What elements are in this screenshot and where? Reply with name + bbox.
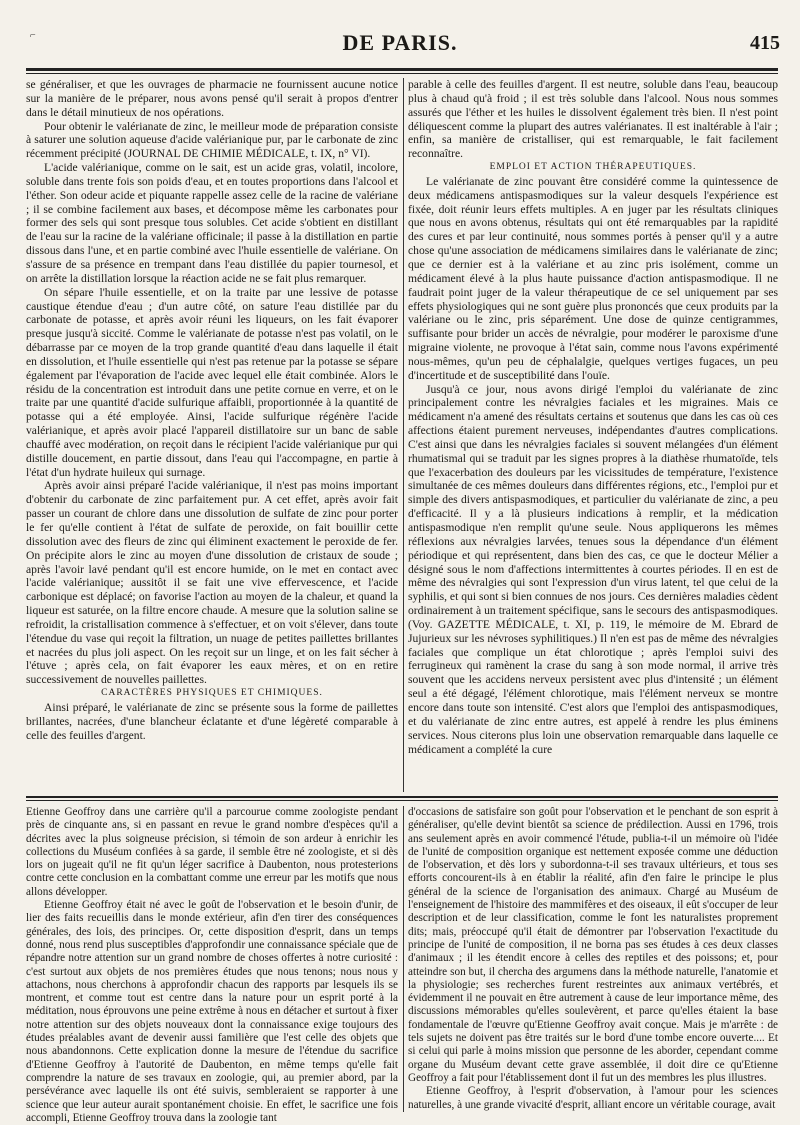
paragraph: Etienne Geoffroy, à l'esprit d'observation, à l'amour pour les sciences naturelles, à une grande vivacité d'esprit, alliant encore un véritable courage, avait <box>408 1085 778 1111</box>
paragraph: parable à celle des feuilles d'argent. Il est neutre, soluble dans l'eau, beaucoup plus à chaud qu'à froid ; il est très soluble dans l'alcool. Nous nous sommes assurés que l'éther et les huiles le dissolvent également très bien. Il n'est point déliquescent comme la plupart des autres valérianates. Il est inaltérable à l'air ; enfin, sa manière de cristalliser, qui est remarquable, le fait facilement reconnaître. <box>408 78 778 161</box>
header-rule <box>26 68 778 71</box>
page-number: 415 <box>750 32 780 54</box>
paragraph: Etienne Geoffroy était né avec le goût de l'observation et le besoin d'unir, de lier des faits recueillis dans le monde extérieur, afin d'en tirer des conséquences générales, des lois, des principes. Or, cette disposition d'esprit, dans un temps donné, nous rend plus susceptibles d'approfondir une connaissance spéciale que de répandre notre attention sur un grand nombre de choses offertes à notre curiosité : c'est surtout aux objets de nos premières études que nous tenons; nous nous y attachons, nous cherchons à approfondir chacun des rapports par lesquels ils se montrent, et comme tout est centre dans la nature pour un esprit porté à la méditation, nous éprouvons une peine extrême à nous en détacher et surtout à fixer notre attention sur des objets nouveaux dont la connaissance exige toujours des études préalables avant de devenir aussi familière que l'est celle des objets que nous abandonnons. Cette explication donne la mesure de l'étendue du sacrifice d'Etienne Geoffroy à l'autorité de Daubenton, en même temps qu'elle fait comprendre la nature de ses travaux en zoologie, qui, au premier abord, par la persévérance avec laquelle ils ont été suivis, sembleraient se rapporter à une science que leur auteur aurait spontanément choisie. En effet, le sacrifice une fois accompli, Etienne Geoffroy trouva dans la zoologie tant <box>26 899 398 1124</box>
section-heading: EMPLOI ET ACTION THÉRAPEUTIQUES. <box>489 162 697 173</box>
paragraph: Après avoir ainsi préparé l'acide valérianique, il n'est pas moins important d'obtenir du carbonate de zinc parfaitement pur. A cet effet, après avoir fait passer un courant de chlore dans une dissolution de sulfate de zinc pour porter le fer qu'elle contient à l'état de sulfate de peroxide, on fait bouillir cette dissolution avec des fleurs de zinc qui éliminent exactement le peroxide de fer. On précipite alors le zinc au moyen d'une dissolution de cristaux de soude ; après l'avoir lavé pendant qu'il est encore humide, on le met en contact avec l'acide valérianique; aussitôt il se fait une vive effervescence, et l'acide carbonique est déplacé; on favorise l'action au moyen de la chaleur, et quand la liqueur est saturée, on la filtre encore chaude. A mesure que la solution saline se refroidit, la cristallisation commence à s'effectuer, et on voit s'élever, dans toute l'étendue du vase qui reçoit la filtration, un nuage de petites paillettes brillantes et nacrées du plus joli aspect. On les reçoit sur un linge, et on les fait sécher à l'étuve ; après cela, on fait évaporer les eaux mères, et on en retire successivement de nouvelles paillettes. <box>26 479 398 687</box>
paragraph: Pour obtenir le valérianate de zinc, le meilleur mode de préparation consiste à saturer une solution aqueuse d'acide valérianique pur, par le carbonate de zinc récemment précipité (JOURNAL DE CHIMIE MÉDICALE, t. IX, n° VI). <box>26 119 398 161</box>
paragraph: se généraliser, et que les ouvrages de pharmacie ne fournissent aucune notice sur la manière de le préparer, nous avons pensé qu'il serait à propos d'entrer dans le détail minutieux de nos opérations. <box>26 78 398 119</box>
feuilleton-rule <box>26 796 778 798</box>
paragraph: Jusqu'à ce jour, nous avons dirigé l'emploi du valérianate de zinc principalement contre les névralgies faciales et les migraines. Mais ce médicament n'a amené des résultats certains et soutenus que dans les cas où ces affections étaient purement nerveuses, indépendantes d'autres complications. C'est ainsi que dans les névralgies faciales si souvent mélangées d'un élément rhumatismal qui se traduit par les signes propres à la diathèse rhumatoïde, tels que l'exacerbation des douleurs par les vicissitudes de température, l'existence simultanée de ces mêmes douleurs dans différentes régions, etc., l'emploi pur et simple des divers antispasmodiques, et particulier du valérianate de zinc, a peu d'efficacité. Il y a là plusieurs indications à remplir, et la médication antispasmodique n'en remplit qu'une seule. Nous appliquerons les mêmes réflexions aux névralgies larvées, tenues sous la dépendance d'un élément périodique et qui représentent, dans bien des cas, ce que le docteur Mélier a désigné sous le nom d'affections intermittentes à courtes périodes. Il en est de même des névralgies qui sont l'expression d'un virus latent, tel que celui de la syphilis, et qui sont si bien connues de nos jours. Ces dernières maladies cèdent ordinairement à un traitement spécifique, sans le secours des antispasmodiques. (Voy. GAZETTE MÉDICALE, t. XI, p. 119, le mémoire de M. Ebrard de Jujurieux sur les névroses syphilitiques.) Il n'en est pas de même des névralgies faciales que complique un état chlorotique ; après l'emploi suivi des ferrugineux qui ramènent la crase du sang à son mode normal, il arrive très souvent que les accidens nerveux persistent avec plus d'intensité ; un élément seul a été dégagé, l'élément chlorotique, mais l'élément nerveux se montre encore dans toute son intensité. C'est alors que l'emploi des antispasmodiques, et du valérianate de zinc entre autres, est appelé à rendre les plus éminens services. Nous citerons plus loin une observation remarquable dans laquelle ce médicament a complété la cure <box>408 382 778 756</box>
paragraph: d'occasions de satisfaire son goût pour l'observation et le penchant de son esprit à généraliser, qu'elle devint bientôt sa science de prédilection. Aussi en 1796, trois ans seulement après en avoir commencé l'étude, publia-t-il un mémoire où l'idée de l'unité de composition organique est nettement exposée comme une déduction de l'observation, et dès lors y subordonna-t-il ses travaux ultérieurs, et tous ses efforts concourent-ils à en établir la réalité, afin d'en faire le principe le plus général de la science de l'organisation des animaux. Chargé au Muséum de l'enseignement de l'histoire des mammifères et des oiseaux, il eût s'occuper de leur description et de leur classification, comme le font les naturalistes proprement dits; mais, préoccupé qu'il était de démontrer par l'observation l'exactitude du principe de l'unité de composition, il ne borna pas ses études à ces deux classes d'animaux ; il les étendit encore à celles des reptiles et des poissons; et, pour atteindre son but, il chercha des argumens dans la méthode naturelle, l'anatomie et la physiologie; ses recherches furent restreintes aux animaux vertébrés, et évidemment il ne pouvait en être autrement à cause de leur importance même, des discussions mémorables qu'elles soulevèrent, et parce qu'elles étaient la base fondamentale de l'œuvre qu'Etienne Geoffroy avait conçue. Mais je m'arrête : de tels sujets ne doivent pas être traités sur le bord d'une tombe encore ouverte.... Et si celui qui parle à moins mission que personne de les aborder, cependant comme organe du Muséum devant cette grave assemblée, il doit dire ce qu'Etienne Geoffroy a fait pour l'établissement dont il fut un des membres les plus illustres. <box>408 806 778 1084</box>
corner-mark: ⌐ <box>30 30 36 41</box>
paragraph: L'acide valérianique, comme on le sait, est un acide gras, volatil, incolore, soluble dans trente fois son poids d'eau, et en toutes proportions dans l'alcool et l'éther. Son odeur acide et piquante rappelle assez celle de la racine de valériane ; il se combine facilement aux bases, et décompose même les carbonates pour former des sels qui sont presque tous solubles. Cet acide s'obtient en distillant de l'eau sur la racine de la valériane officinale; il passe à la distillation en partie dissous dans l'une, et en partie combiné avec l'huile essentielle de valériane. On s'assure de sa présence en trempant dans l'eau distillée du papier tournesol, et on arrête la distillation lorsque la réaction acide ne se fait plus remarquer. <box>26 161 398 285</box>
page-title: DE PARIS. <box>342 30 458 55</box>
paragraph: Ainsi préparé, le valérianate de zinc se présente sous la forme de paillettes brillantes, nacrées, d'une blancheur éclatante et d'une légèreté comparable à celle des feuilles d'argent. <box>26 700 398 742</box>
lower-right-column <box>408 806 778 1112</box>
lower-left-column <box>26 806 398 1124</box>
paragraph: Le valérianate de zinc pouvant être considéré comme la quintessence de deux médicamens antispasmodiques sur la valeur desquels l'expérience est fixée, doit réunir leurs effets multiples. A en juger par les résultats cliniques que nous en avons obtenus, résultats qui ont été remarquables par la rapidité des cures et par leur continuité, nous sommes portés à penser qu'il y a autre chose qu'une association de médicamens similaires dans le valérianate de zinc; que ce dernier est à la valériane et au zinc pris isolément, comme un médicament élevé à la plus haute puissance d'action antispasmodique. Il ne faudrait point juger de la valeur thérapeutique de ce sel uniquement par ses effets physiologiques qui ne sont guère plus prononcés que ceux produits par la valériane ou le zinc, pris séparément. Une dose de quinze centigrammes, suffisante pour brider un accès de névralgie, pour modérer le paroxisme d'une migraine violente, ne provoque à l'état sain, comme nous l'avons expérimenté nous-mêmes, qu'un peu de céphalalgie, quelques vertiges fugaces, un peu d'incertitude et de susceptibilité dans l'ouïe. <box>408 174 778 382</box>
feuilleton-rule-thin <box>26 800 778 801</box>
section-heading: CARACTÈRES PHYSIQUES ET CHIMIQUES. <box>101 688 323 699</box>
header-rule-thin <box>26 73 778 74</box>
upper-right-column <box>408 78 778 790</box>
paragraph: Etienne Geoffroy dans une carrière qu'il a parcourue comme zoologiste pendant près de cinquante ans, si en passant en revue le grand nombre d'espèces qu'il a décrites avec la plus soigneuse précision, si témoin de son ardeur à enrichir les collections du Muséum confiées à sa garde, il semble être né zoologiste, et si dès lors on jugeait qu'il ne fit qu'un léger sacrifice à Daubenton, nous protesterions contre cette conclusion en la combattant comme une erreur par les motifs que nous allons développer. <box>26 806 398 898</box>
paragraph: On sépare l'huile essentielle, et on la traite par une lessive de potasse caustique étendue d'eau ; d'un autre côté, on sature l'eau distillée par du carbonate de potasse, et après avoir réuni les liqueurs, on les fait évaporer presque jusqu'à siccité. Comme le valérianate de potasse n'est pas volatil, on le débarrasse par ce moyen de la trop grande quantité d'eau dans laquelle il était en dissolution, et l'huile essentielle qui n'est pas retenue par la potasse se sépare également par l'évaporation de l'acide avec lequel elle était combinée. Alors le résidu de la concentration est introduit dans une petite cornue en verre, et on le traite par une quantité d'acide sulfurique affaibli, proportionnée à la quantité de potasse qui a été employée. Ainsi, l'acide sulfurique régénère l'acide valérianique, et après avoir placé l'appareil distillatoire sur un banc de sable chauffé avec modération, on reçoit dans le récipient l'acide valérianique pur qui distille doucement, en partie dissout, dans l'eau qui l'accompagne, en partie à l'état d'un hydrate huileux qui surnage. <box>26 285 398 479</box>
page-header <box>0 0 800 66</box>
column-divider-lower <box>403 806 404 1112</box>
upper-left-column <box>26 78 398 790</box>
column-divider <box>403 78 404 792</box>
